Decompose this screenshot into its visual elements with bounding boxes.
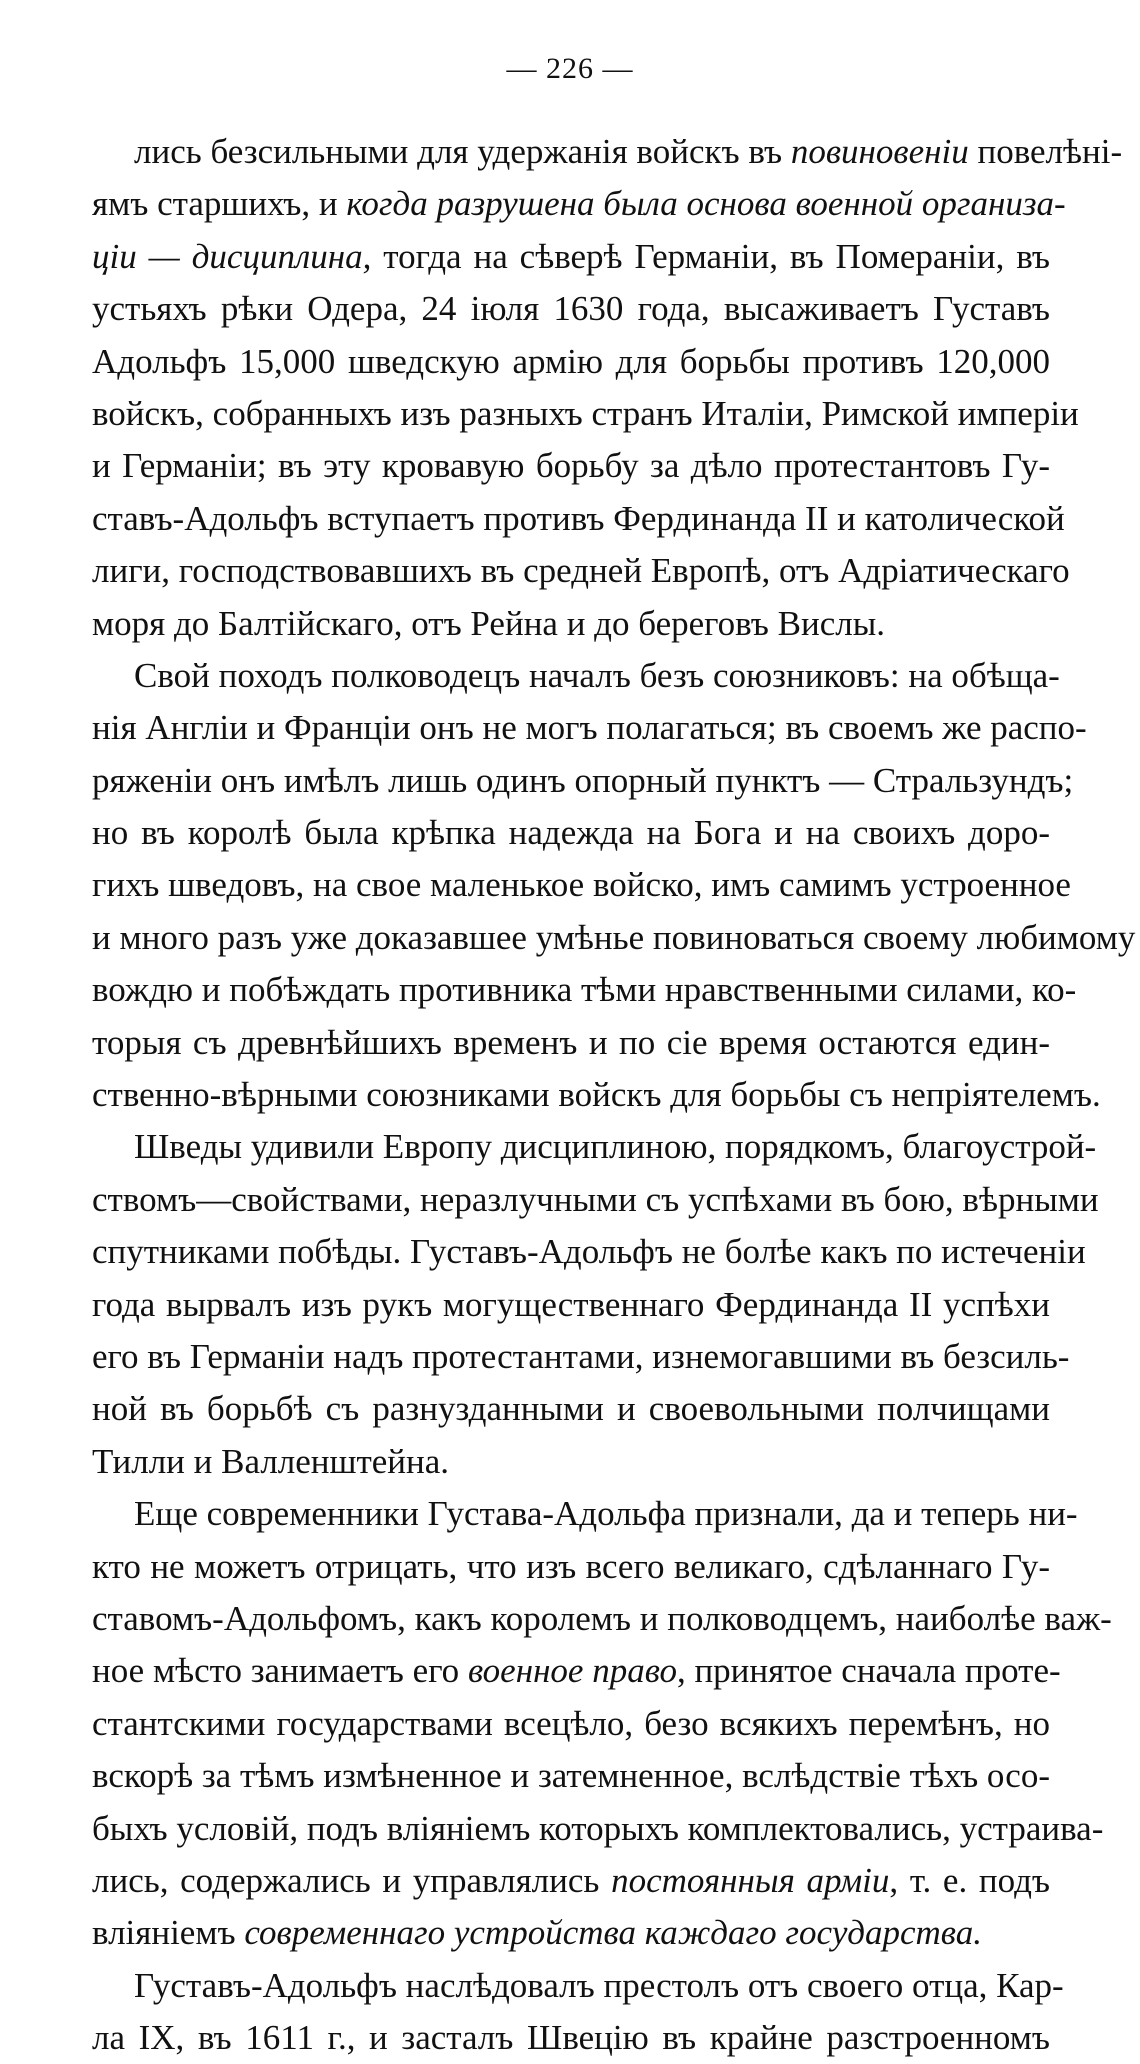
text-run: Шведы удивили Европу дисциплиною, порядкомъ, благоустрой- bbox=[134, 1127, 1097, 1167]
text-line bbox=[92, 1593, 1112, 1645]
text-run: тогда на сѣверѣ Германіи, въ Помераніи, въ bbox=[371, 236, 1051, 276]
text-line bbox=[92, 1960, 1064, 2012]
text-line bbox=[92, 1698, 1050, 1750]
text-line bbox=[92, 755, 1074, 807]
text-line bbox=[92, 598, 1050, 650]
text-line bbox=[92, 1907, 1050, 1959]
text-run: Густавъ-Адольфъ наслѣдовалъ престолъ отъ своего отца, Кар- bbox=[134, 1965, 1064, 2005]
text-line bbox=[92, 1541, 1050, 1593]
text-run: моря до Балтійскаго, отъ Рейна и до береговъ Вислы. bbox=[92, 603, 885, 643]
text-line bbox=[92, 650, 1060, 702]
text-line bbox=[92, 807, 1050, 859]
text-run: и много разъ уже доказавшее умѣнье повиноваться своему любимому bbox=[92, 917, 1136, 957]
italic-text: повиновеніи bbox=[790, 132, 969, 171]
text-run: и Германіи; въ эту кровавую борьбу за дѣло протестантовъ Гу- bbox=[92, 446, 1050, 486]
text-line bbox=[92, 1855, 1050, 1907]
text-line bbox=[92, 440, 1050, 492]
text-line bbox=[92, 1279, 1050, 1331]
text-line bbox=[92, 1803, 1104, 1855]
italic-text: военное право bbox=[467, 1651, 677, 1691]
text-run: ной въ борьбѣ съ разнузданными и своевольными полчищами bbox=[92, 1389, 1050, 1429]
italic-text: когда разрушена была основа военной организа- bbox=[346, 184, 1066, 224]
text-line bbox=[92, 1331, 1070, 1383]
text-run: Свой походъ полководецъ началъ безъ союзниковъ: на обѣща- bbox=[134, 655, 1060, 695]
text-run: Еще современники Густава-Адольфа признали, да и теперь ни- bbox=[134, 1494, 1078, 1534]
text-line bbox=[92, 126, 1123, 178]
italic-text: ціи — дисциплина, bbox=[92, 236, 372, 276]
text-run: ямъ старшихъ, и bbox=[92, 184, 347, 224]
text-line bbox=[92, 1750, 1050, 1802]
text-run: кто не можетъ отрицать, что изъ всего великаго, сдѣланнаго Гу- bbox=[92, 1546, 1050, 1586]
paragraph bbox=[92, 126, 1123, 650]
text-run: но въ королѣ была крѣпка надежда на Бога и на своихъ доро- bbox=[92, 813, 1050, 853]
text-run: ставъ-Адольфъ вступаетъ противъ Фердинанда II и католической bbox=[92, 498, 1065, 538]
text-line bbox=[92, 1488, 1078, 1540]
text-line bbox=[92, 388, 1079, 440]
paragraph bbox=[92, 1121, 1099, 1488]
page-number: — 226 — bbox=[506, 52, 634, 85]
paragraph bbox=[92, 650, 1136, 1122]
italic-text: современнаго устройства каждаго государства. bbox=[244, 1913, 982, 1953]
text-run: нія Англіи и Франціи онъ не могъ полагаться; въ своемъ же распо- bbox=[92, 708, 1087, 748]
text-run: вождю и побѣждать противника тѣми нравственными силами, ко- bbox=[92, 970, 1077, 1010]
text-line bbox=[92, 1226, 1086, 1278]
text-line bbox=[92, 1436, 1050, 1488]
text-run: спутниками побѣды. Густавъ-Адольфъ не болѣе какъ по истеченіи bbox=[92, 1232, 1086, 1272]
text-run: лись безсильными для удержанія войскъ въ bbox=[134, 132, 791, 171]
text-run: вскорѣ за тѣмъ измѣненное и затемненное, вслѣдствіе тѣхъ осо- bbox=[92, 1756, 1050, 1796]
paragraph bbox=[92, 1960, 1064, 2064]
text-line bbox=[92, 1174, 1099, 1226]
text-run: стантскими государствами всецѣло, безо всякихъ перемѣнъ, но bbox=[92, 1703, 1050, 1743]
text-run: устьяхъ рѣки Одера, 24 іюля 1630 года, высаживаетъ Густавъ bbox=[92, 289, 1050, 329]
text-run: повелѣні- bbox=[968, 132, 1123, 171]
text-run: его въ Германіи надъ протестантами, изнемогавшими въ безсиль- bbox=[92, 1336, 1070, 1376]
text-run: ла IX, въ 1611 г., и засталъ Швецію въ крайне разстроенномъ bbox=[92, 2018, 1050, 2058]
text-run: торыя съ древнѣйшихъ временъ и по сіе время остаются един- bbox=[92, 1022, 1050, 1062]
text-line bbox=[92, 1069, 1101, 1121]
text-run: гихъ шведовъ, на свое маленькое войско, имъ самимъ устроенное bbox=[92, 865, 1071, 905]
text-line bbox=[92, 545, 1070, 597]
text-run: лиги, господствовавшихъ въ средней Европѣ, отъ Адріатическаго bbox=[92, 551, 1070, 591]
text-line bbox=[92, 336, 1050, 388]
italic-text: постоянныя арміи bbox=[611, 1860, 890, 1900]
text-line bbox=[92, 1121, 1097, 1173]
text-run: ное мѣсто занимаетъ его bbox=[92, 1651, 468, 1691]
text-line bbox=[92, 1017, 1050, 1069]
text-run: вліяніемъ bbox=[92, 1913, 245, 1953]
text-line bbox=[92, 702, 1087, 754]
text-run: , т. е. подъ bbox=[889, 1860, 1050, 1900]
text-run: Адольфъ 15,000 шведскую армію для борьбы противъ 120,000 bbox=[92, 341, 1050, 381]
text-line bbox=[92, 1383, 1050, 1435]
text-run: года вырвалъ изъ рукъ могущественнаго Фердинанда II успѣхи bbox=[92, 1284, 1050, 1324]
text-run: Тилли и Валленштейна. bbox=[92, 1441, 450, 1481]
text-line bbox=[92, 283, 1050, 335]
text-run: ствомъ—свойствами, неразлучными съ успѣхами въ бою, вѣрными bbox=[92, 1179, 1099, 1219]
text-run: быхъ условій, подъ вліяніемъ которыхъ комплектовались, устраива- bbox=[92, 1808, 1104, 1848]
text-run: войскъ, собранныхъ изъ разныхъ странъ Италіи, Римской имперіи bbox=[92, 393, 1079, 433]
text-run: , принятое сначала проте- bbox=[676, 1651, 1061, 1691]
text-run: лись, содержались и управлялись bbox=[92, 1860, 612, 1900]
text-run: ставомъ-Адольфомъ, какъ королемъ и полководцемъ, наиболѣе важ- bbox=[92, 1598, 1112, 1638]
text-line bbox=[92, 493, 1065, 545]
text-run: ственно-вѣрными союзниками войскъ для борьбы съ непріятелемъ. bbox=[92, 1075, 1101, 1115]
text-line bbox=[92, 1645, 1061, 1697]
text-line bbox=[92, 2012, 1050, 2064]
text-line bbox=[92, 912, 1136, 964]
text-line bbox=[92, 231, 1050, 283]
paragraph bbox=[92, 1488, 1112, 1960]
text-line bbox=[92, 859, 1071, 911]
body-text bbox=[92, 126, 1136, 2064]
text-line bbox=[92, 178, 1066, 230]
text-run: ряженіи онъ имѣлъ лишь одинъ опорный пунктъ — Стральзундъ; bbox=[92, 760, 1074, 800]
text-line bbox=[92, 964, 1077, 1016]
